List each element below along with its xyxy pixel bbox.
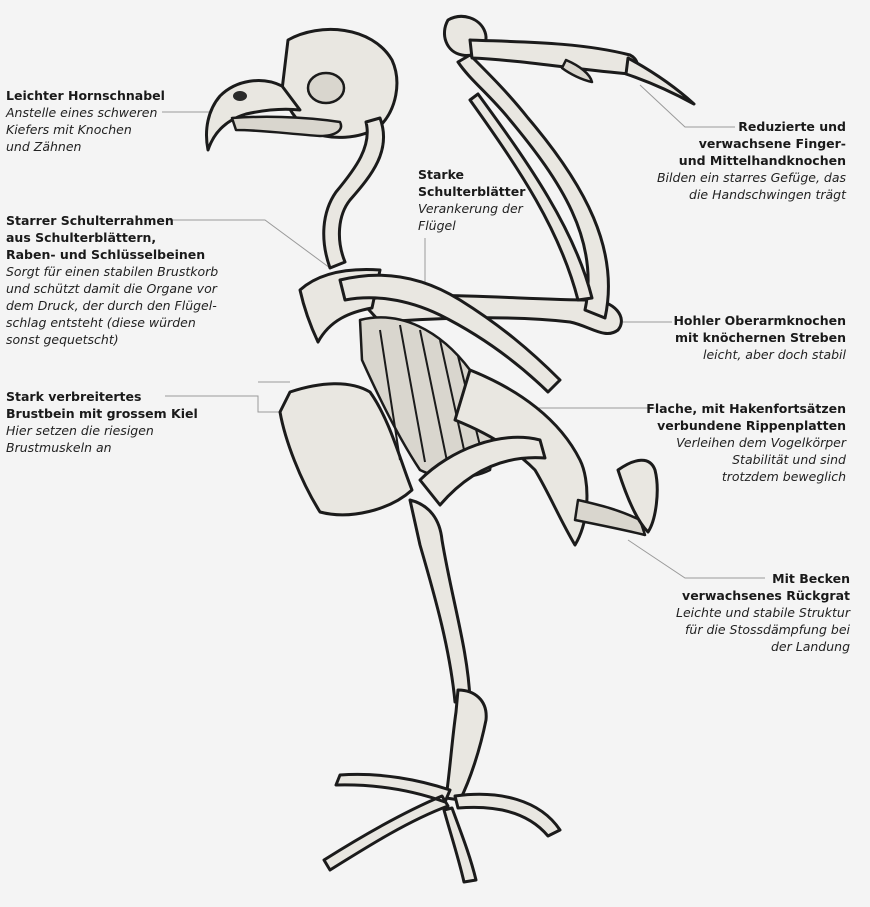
label-humerus	[640, 312, 846, 363]
nostril	[233, 91, 247, 101]
pelvis-desc: Leichte und stabile Struktur für die Stossdämpfung bei der Landung	[676, 605, 850, 654]
fingers-desc: Bilden ein starres Gefüge, das die Handschwingen trägt	[656, 170, 846, 202]
scapula-desc: Verankerung der Flügel	[418, 201, 523, 233]
hand-bone	[470, 40, 638, 74]
shoulder-desc: Sorgt für einen stabilen Brustkorb und schützt damit die Organe vor dem Druck, der durch den Flügel- schlag entsteht (diese würden sonst gequetscht)	[6, 264, 219, 347]
label-beak	[6, 87, 166, 155]
neck-vertebrae	[324, 118, 384, 268]
ribs-title: Flache, mit Hakenfortsätzen verbundene Rippenplatten	[646, 401, 846, 433]
label-pelvis	[640, 570, 850, 655]
shoulder-title: Starrer Schulterrahmen aus Schulterblättern, Raben- und Schlüsselbeinen	[6, 213, 206, 262]
sternum-desc: Hier setzen die riesigen Brustmuskeln an	[6, 423, 154, 455]
beak-lower	[232, 117, 341, 136]
label-shoulder	[6, 212, 246, 348]
scapula-title: Starke Schulterblätter	[418, 167, 526, 199]
label-scapula	[418, 166, 538, 234]
finger-bone	[626, 58, 694, 104]
label-ribs	[630, 400, 846, 485]
label-fingers	[620, 118, 846, 203]
beak-upper	[207, 81, 301, 150]
beak-desc: Anstelle eines schweren Kiefers mit Knochen und Zähnen	[6, 105, 158, 154]
label-sternum	[6, 388, 206, 456]
humerus-title: Hohler Oberarmknochen mit knöchernen Streben	[673, 313, 846, 345]
tibiotarsus-bone	[410, 500, 470, 702]
tarsometatarsus-bone	[446, 690, 486, 800]
fingers-title: Reduzierte und verwachsene Finger- und Mittelhandknochen	[678, 119, 846, 168]
beak-title: Leichter Hornschnabel	[6, 88, 165, 103]
humerus-desc: leicht, aber doch stabil	[703, 347, 846, 362]
pelvis-title: Mit Becken verwachsenes Rückgrat	[682, 571, 850, 603]
ribs-desc: Verleihen dem Vogelkörper Stabilität und sind trotzdem beweglich	[676, 435, 846, 484]
sternum-title: Stark verbreitertes Brustbein mit grossem Kiel	[6, 389, 198, 421]
toes	[324, 774, 560, 882]
eye-socket	[308, 73, 344, 103]
